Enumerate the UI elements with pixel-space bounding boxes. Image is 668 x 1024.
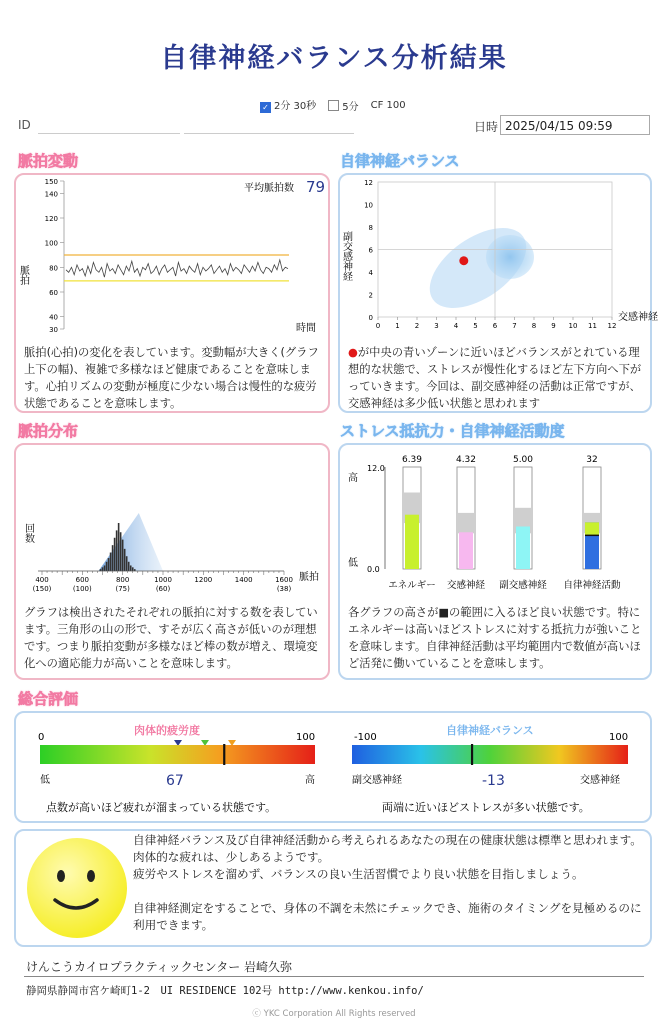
fatigue-gauge-bar [40, 745, 315, 764]
x-tick-label: 6 [492, 322, 498, 330]
overall-gauges [14, 711, 652, 823]
y-tick-label: 60 [49, 289, 58, 297]
x-tick-label: 4 [453, 322, 459, 330]
stress-normal-range [458, 513, 474, 533]
smiley-face-icon [25, 836, 129, 940]
y-tick-label: 8 [368, 224, 373, 232]
x-tick-label: 1 [395, 322, 400, 330]
histogram-bar [118, 523, 120, 571]
copyright: ⓒ YKC Corporation All Rights reserved [252, 1009, 416, 1019]
stress-chart [338, 443, 652, 598]
axis-bottom-label: 0.0 [367, 565, 380, 574]
cf-value: CF 100 [370, 99, 406, 111]
x-subtick-label: (150) [32, 585, 52, 593]
id-label: ID [18, 118, 31, 132]
avg-pulse-value: 79 [306, 178, 326, 196]
activity-upper-fill [585, 522, 599, 535]
x-tick-label: 2 [414, 322, 420, 330]
option-2min30[interactable]: ✓ 2分 30秒 [260, 97, 316, 113]
checkbox-icon[interactable] [328, 100, 339, 111]
x-tick-label: 600 [75, 576, 90, 584]
y-tick-label: 80 [49, 264, 58, 273]
stress-bar-fill [405, 515, 419, 569]
fatigue-high: 高 [305, 775, 315, 786]
y-tick-label: 100 [44, 239, 58, 248]
x-tick-label: 0 [375, 322, 381, 330]
y-tick-label: 30 [49, 326, 58, 334]
red-dot-icon: ● [348, 346, 358, 359]
y-tick-label: 10 [364, 201, 373, 210]
x-tick-label: 1400 [234, 576, 253, 584]
histogram-bar [114, 538, 116, 571]
y-tick-label: 4 [368, 269, 373, 277]
x-subtick-label: (38) [276, 585, 292, 593]
y-axis-label: 脈拍 [17, 265, 29, 285]
x-axis-label: 脈拍 [299, 572, 319, 583]
x-tick-label: 1200 [194, 576, 213, 584]
autonomic-balance-desc: ●が中央の青いゾーンに近いほどバランスがとれている理想的な状態で、ストレスが慢性化するほど左下方向へ下がっていきます。今回は、副交感神経の活動は正常ですが、交感神経は多少低い状態と思われます [348, 346, 642, 410]
x-tick-label: 800 [115, 576, 130, 584]
histogram-bar [132, 567, 134, 571]
stress-category-label: 自律神経活動 [563, 580, 621, 591]
histogram-bar [108, 558, 110, 571]
balance-center-zone [486, 235, 534, 279]
stress-category-label: 交感神経 [446, 580, 486, 591]
x-subtick-label: (60) [155, 585, 171, 593]
x-tick-label: 11 [588, 322, 597, 330]
autonomic-balance-title: 自律神経バランス [340, 152, 460, 170]
comment-line-2: 疲労やストレスを溜めず、バランスの良い生活習慣でより良い状態を目指しましょう。 [133, 867, 584, 881]
histogram-bar [120, 532, 122, 571]
stress-bar-fill [459, 532, 473, 569]
name-field[interactable] [184, 133, 354, 134]
y-tick-label: 140 [44, 190, 58, 199]
x-tick-label: 9 [551, 322, 556, 330]
y-tick-label: 2 [368, 291, 373, 300]
balance-label: 自律神経バランス [446, 724, 534, 737]
comment-text [133, 832, 647, 934]
x-tick-label: 10 [568, 322, 578, 330]
histogram-bar [116, 530, 118, 571]
pulse-variation-title: 脈拍変動 [18, 152, 79, 170]
checkbox-checked-icon[interactable]: ✓ [260, 102, 271, 113]
high-label: 高 [348, 473, 358, 484]
avg-pulse-label: 平均脈拍数 [244, 183, 294, 194]
x-axis-label: 交感神経 [618, 312, 658, 323]
pulse-variation-chart [14, 173, 330, 343]
y-axis-label: 回数 [22, 523, 34, 543]
y-tick-label: 150 [44, 178, 58, 186]
stress-title: ストレス抵抗力・自律神経活動度 [340, 422, 565, 440]
pulse-variation-desc: 脈拍(心拍)の変化を表しています。変動幅が大きく(グラフ上下の幅)、複雑で多様なほど健康であることを意味します。心拍リズムの変動が極度に少ない場合は慢性的な疲労状態であることを意味します。 [24, 346, 319, 410]
balance-gauge-bar [352, 745, 628, 764]
stress-desc: 各グラフの高さが■の範囲に入るほど良い状態です。特にエネルギーは高いほどストレスに対する抵抗力が強いことを意味します。自律神経活動は平均範囲内で数値が高いほど活発に働いていることを意味します。 [348, 606, 642, 670]
x-tick-label: 7 [512, 322, 517, 330]
clinic-address: 静岡県静岡市宮ケ崎町1-2 UI RESIDENCE 102号 http://www.kenkou.info/ [26, 985, 424, 997]
histogram-bar [130, 565, 132, 571]
fatigue-note: 点数が高いほど疲れが溜まっている状態です。 [46, 801, 277, 814]
pulse-distribution-title: 脈拍分布 [18, 422, 79, 440]
comment-line-1: 自律神経バランス及び自律神経活動から考えられるあなたの現在の健康状態は標準と思われます。肉体的な疲れは、少しあるようです。 [133, 833, 642, 864]
axis-top-label: 12.0 [367, 464, 385, 473]
x-tick-label: 400 [35, 576, 49, 584]
footer-divider [24, 976, 644, 977]
id-field[interactable] [38, 133, 180, 134]
clinic-name: けんこうカイロプラクティックセンター 岩崎久弥 [26, 960, 293, 974]
x-subtick-label: (75) [115, 585, 130, 593]
fatigue-low: 低 [40, 775, 50, 786]
balance-min: -100 [354, 732, 377, 743]
stress-category-label: 副交感神経 [499, 580, 547, 591]
histogram-bar [104, 565, 106, 571]
histogram-bar [126, 556, 128, 571]
stress-value-label: 4.32 [455, 455, 477, 465]
histogram-bar [106, 562, 108, 571]
x-tick-label: 12 [607, 322, 617, 330]
x-tick-label: 1600 [275, 576, 293, 584]
option-5min[interactable]: 5分 [328, 98, 358, 113]
x-tick-label: 8 [531, 322, 537, 330]
fatigue-value: 67 [166, 773, 184, 789]
x-tick-label: 5 [473, 322, 478, 330]
autonomic-balance-chart [338, 173, 658, 343]
overall-title: 総合評価 [18, 690, 79, 708]
pulse-distribution-desc: グラフは検出されたそれぞれの脈拍に対する数を表しています。三角形の山の形で、すそが広く高さが低いのが理想です。つまり脈拍変動が多様なほど棒の数が増え、環境変化への適応能力が高いことを意味します。 [24, 606, 318, 670]
y-tick-label: 120 [44, 215, 58, 223]
stress-value-label: 32 [586, 455, 598, 465]
balance-max: 100 [609, 732, 629, 743]
comment-line-3: 自律神経測定をすることで、身体の不調を未然にチェックでき、施術のタイミングを見極めるのに利用できます。 [133, 901, 642, 932]
y-tick-label: 40 [49, 313, 58, 322]
x-tick-label: 3 [434, 322, 439, 330]
histogram-bar [124, 549, 126, 571]
stress-bar-fill [516, 527, 530, 570]
y-tick-label: 0 [368, 314, 373, 322]
date-label: 日時 [474, 120, 499, 134]
x-tick-label: 1000 [154, 576, 172, 584]
histogram-bar [112, 545, 114, 571]
stress-value-label: 6.39 [401, 455, 423, 465]
balance-left: 副交感神経 [352, 775, 402, 786]
y-tick-label: 6 [368, 246, 373, 255]
measurement-options [260, 97, 406, 113]
y-axis-label: 副交感神経 [340, 231, 352, 281]
pulse-distribution-chart [14, 443, 330, 598]
datetime-field[interactable]: 2025/04/15 09:59 [500, 115, 650, 135]
stress-category-label: エネルギー [388, 580, 436, 591]
low-label: 低 [348, 558, 358, 569]
y-tick-label: 12 [364, 179, 373, 187]
x-subtick-label: (100) [72, 585, 92, 593]
balance-value: -13 [482, 773, 505, 789]
pulse-series-line [66, 260, 288, 277]
histogram-bar [122, 540, 124, 571]
fatigue-min: 0 [38, 732, 45, 743]
x-axis-label: 時間 [296, 323, 316, 334]
histogram-bar [128, 562, 130, 571]
histogram-bar [102, 567, 104, 571]
fatigue-label: 肉体的疲労度 [134, 724, 200, 737]
fatigue-max: 100 [296, 732, 316, 743]
balance-point [459, 256, 468, 265]
stress-value-label: 5.00 [512, 455, 534, 465]
balance-right: 交感神経 [580, 775, 620, 786]
histogram-bar [110, 553, 112, 571]
balance-note: 両端に近いほどストレスが多い状態です。 [382, 801, 590, 814]
page-title: 自律神経バランス分析結果 [160, 43, 508, 74]
